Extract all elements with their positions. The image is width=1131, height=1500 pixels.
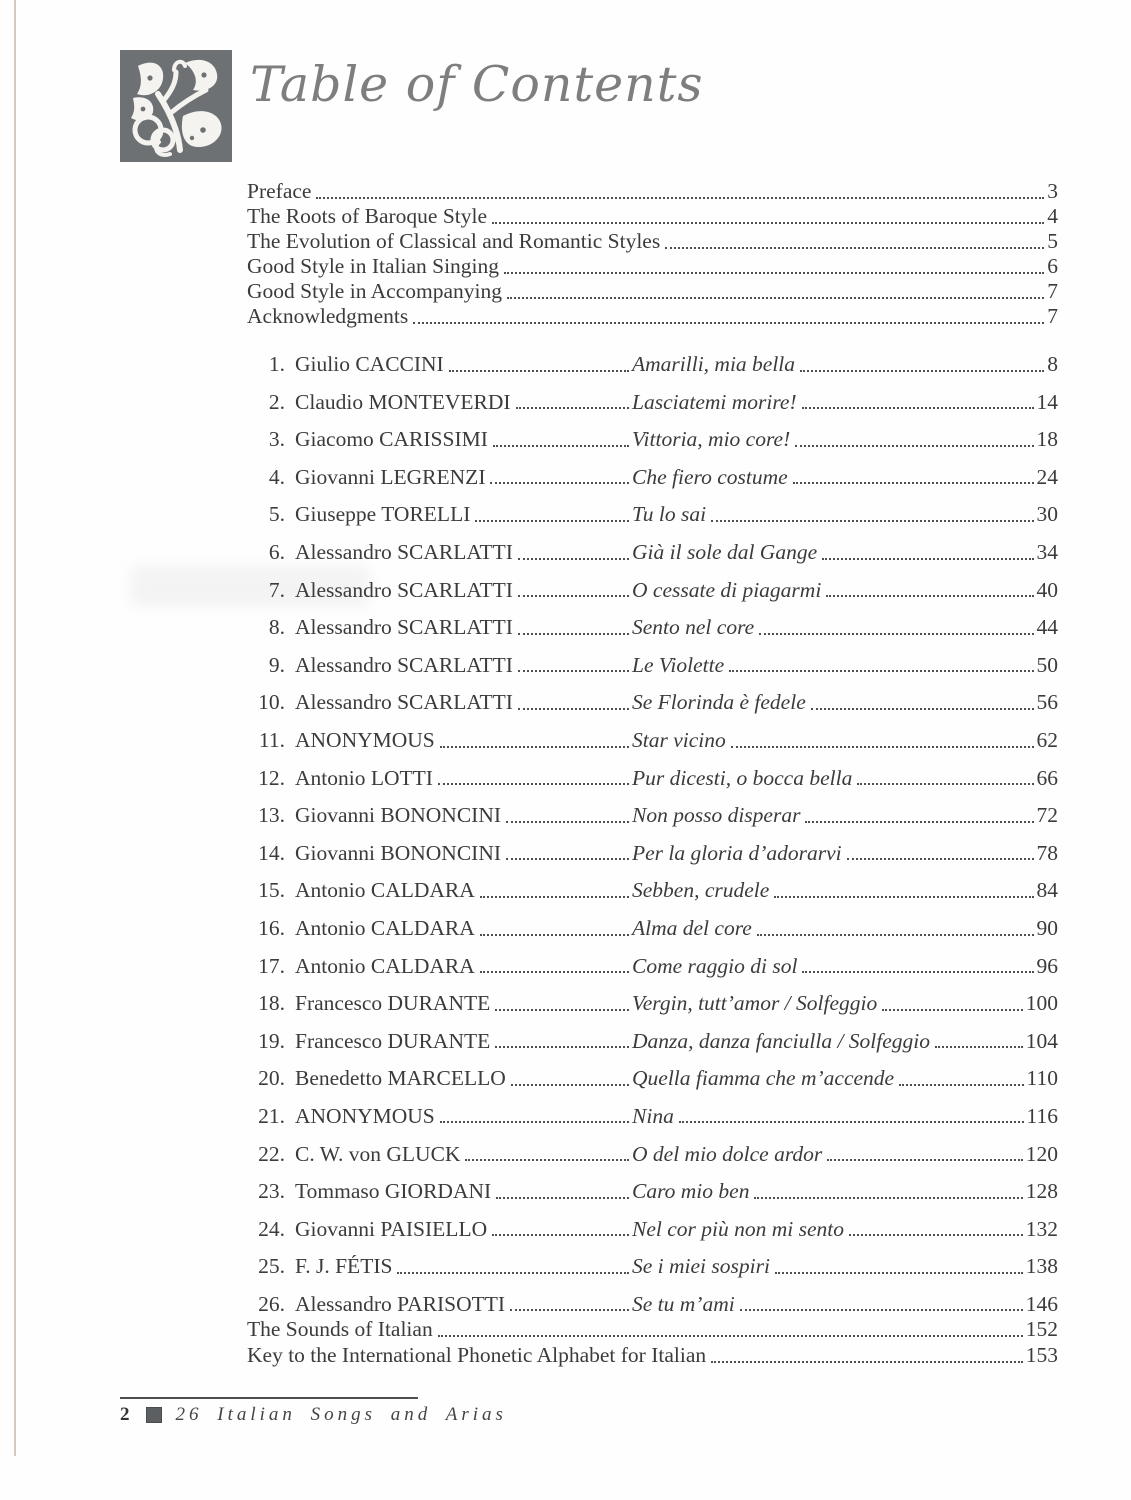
- dot-leader: [495, 1009, 629, 1011]
- footer: [120, 1404, 507, 1426]
- entry-page-number: 84: [1036, 878, 1058, 903]
- entry-page-number: 14: [1036, 389, 1058, 414]
- toc-row-label: The Sounds of Italian: [247, 1317, 433, 1342]
- dot-leader: [518, 708, 629, 710]
- dot-leader: [316, 197, 1044, 199]
- entry-number: 7.: [268, 577, 285, 602]
- song-entry-row: [247, 864, 1058, 902]
- song-entry-row: [247, 902, 1058, 940]
- dot-leader: [492, 1234, 629, 1236]
- dot-leader: [438, 1335, 1023, 1337]
- dot-leader: [511, 1084, 629, 1086]
- entry-song-title: O cessate di piagarmi: [632, 577, 822, 602]
- song-entry-row: [247, 1127, 1058, 1165]
- entry-number: 8.: [268, 615, 285, 640]
- entry-page-number: 78: [1036, 840, 1058, 865]
- dot-leader: [849, 1234, 1023, 1236]
- dot-leader: [822, 558, 1033, 560]
- entry-composer: Antonio CALDARA: [295, 954, 475, 978]
- song-entry-row: [247, 714, 1058, 752]
- entry-song-title: Per la gloria d’adorarvi: [632, 840, 842, 865]
- song-entry-row: [247, 338, 1058, 376]
- entry-song-title: O del mio dolce ardor: [632, 1141, 823, 1166]
- song-entry-row: [247, 451, 1058, 489]
- back-matter-list: [247, 1315, 1058, 1367]
- entry-composer: Alessandro SCARLATTI: [295, 653, 513, 677]
- entry-composer: Giulio CACCINI: [295, 353, 444, 376]
- entry-number: 15.: [258, 878, 285, 903]
- entry-composer: C. W. von GLUCK: [295, 1142, 461, 1166]
- entry-number: 5.: [268, 502, 285, 527]
- dot-leader: [510, 1309, 629, 1311]
- dot-leader: [440, 1121, 629, 1123]
- entry-song-title: Amarilli, mia bella: [632, 352, 796, 377]
- footer-book-title: 26 Italian Songs and Arias: [175, 1404, 507, 1425]
- entry-number: 9.: [268, 652, 285, 677]
- entry-song-title: Nel cor più non mi sento: [632, 1216, 844, 1241]
- song-entry-row: [247, 376, 1058, 414]
- dot-leader: [811, 708, 1034, 710]
- toc-row-page-number: 153: [1025, 1343, 1058, 1368]
- dot-leader: [802, 407, 1034, 409]
- entry-song-title: Come raggio di sol: [632, 953, 798, 978]
- entry-page-number: 100: [1025, 991, 1058, 1016]
- entry-page-number: 50: [1036, 652, 1058, 677]
- toc-row-label: Preface: [247, 179, 312, 204]
- entry-song-title: Che fiero costume: [632, 464, 788, 489]
- entry-composer: ANONYMOUS: [295, 1104, 435, 1128]
- entry-composer: Giacomo CARISSIMI: [295, 428, 488, 451]
- dot-leader: [507, 297, 1044, 299]
- entry-number: 24.: [258, 1216, 285, 1241]
- dot-leader: [516, 407, 629, 409]
- dot-leader: [857, 783, 1033, 785]
- dot-leader: [775, 1272, 1023, 1274]
- front-matter-list: [247, 178, 1058, 328]
- entry-song-title: Star vicino: [632, 727, 726, 752]
- entry-composer: Alessandro SCARLATTI: [295, 691, 513, 714]
- entry-composer: Antonio CALDARA: [295, 879, 475, 902]
- entry-number: 25.: [258, 1254, 285, 1279]
- dot-leader: [438, 783, 629, 785]
- entry-number: 23.: [258, 1179, 285, 1204]
- dot-leader: [504, 272, 1044, 274]
- entry-number: 11.: [258, 727, 285, 752]
- dot-leader: [729, 670, 1033, 672]
- entry-number: 21.: [258, 1103, 285, 1128]
- entry-composer: Giuseppe TORELLI: [295, 503, 471, 526]
- dot-leader: [665, 247, 1044, 249]
- toc-row-page-number: 4: [1047, 204, 1058, 229]
- song-entry-row: [247, 564, 1058, 602]
- dot-leader: [740, 1309, 1023, 1311]
- dot-leader: [711, 1361, 1023, 1363]
- dot-leader: [795, 445, 1033, 447]
- entry-page-number: 72: [1036, 803, 1058, 828]
- entry-number: 14.: [258, 840, 285, 865]
- toc-row: [247, 228, 1058, 253]
- entry-page-number: 110: [1026, 1066, 1058, 1091]
- filled-square-icon: [146, 1407, 162, 1423]
- dot-leader: [496, 1197, 629, 1199]
- entry-number: 2.: [268, 389, 285, 414]
- toc-row: [247, 178, 1058, 203]
- toc-row-page-number: 7: [1047, 279, 1058, 304]
- entry-composer: Alessandro PARISOTTI: [295, 1292, 506, 1316]
- dot-leader: [759, 633, 1033, 635]
- entry-composer: Alessandro SCARLATTI: [295, 541, 513, 564]
- entry-number: 17.: [258, 953, 285, 978]
- entry-song-title: Lasciatemi morire!: [632, 389, 797, 414]
- entry-page-number: 66: [1036, 765, 1058, 790]
- entry-page-number: 30: [1036, 502, 1058, 527]
- entry-song-title: Vergin, tutt’amor / Solfeggio: [632, 991, 878, 1016]
- toc-row-label: The Evolution of Classical and Romantic Styles: [247, 229, 661, 254]
- song-entry-row: [247, 639, 1058, 677]
- entry-page-number: 34: [1036, 540, 1058, 564]
- entry-number: 10.: [258, 690, 285, 715]
- song-entry-row: [247, 1052, 1058, 1090]
- floral-ornament-icon: [120, 50, 232, 162]
- dot-leader: [774, 896, 1033, 898]
- dot-leader: [518, 595, 629, 597]
- song-entry-row: [247, 1165, 1058, 1203]
- entry-song-title: Vittoria, mio core!: [632, 427, 791, 452]
- dot-leader: [480, 971, 629, 973]
- entry-number: 22.: [258, 1141, 285, 1166]
- toc-row-page-number: 6: [1047, 254, 1058, 279]
- dot-leader: [711, 520, 1033, 522]
- song-entry-row: [247, 1090, 1058, 1128]
- entry-composer: Giovanni PAISIELLO: [295, 1217, 488, 1241]
- toc-row: [247, 203, 1058, 228]
- scan-edge-line: [14, 0, 16, 1456]
- entry-page-number: 146: [1025, 1291, 1058, 1316]
- dot-leader: [440, 746, 629, 748]
- song-entry-row: [247, 601, 1058, 639]
- entry-page-number: 116: [1026, 1103, 1058, 1128]
- song-entry-row: [247, 827, 1058, 865]
- entry-number: 3.: [268, 427, 285, 452]
- entry-song-title: Già il sole dal Gange: [632, 540, 818, 564]
- song-entry-row: [247, 526, 1058, 564]
- entry-number: 12.: [258, 765, 285, 790]
- entry-composer: ANONYMOUS: [295, 728, 435, 752]
- song-entry-row: [247, 413, 1058, 451]
- dot-leader: [506, 858, 629, 860]
- entry-number: 26.: [258, 1291, 285, 1316]
- entry-page-number: 56: [1036, 690, 1058, 715]
- song-entry-row: [247, 1240, 1058, 1278]
- dot-leader: [802, 971, 1033, 973]
- entry-page-number: 138: [1025, 1254, 1058, 1279]
- entry-composer: Giovanni BONONCINI: [295, 841, 502, 865]
- song-entry-row: [247, 752, 1058, 790]
- entry-composer: Francesco DURANTE: [295, 1029, 491, 1053]
- song-entry-row: [247, 1015, 1058, 1053]
- entry-composer: Alessandro SCARLATTI: [295, 616, 513, 639]
- dot-leader: [475, 520, 629, 522]
- entry-page-number: 128: [1025, 1179, 1058, 1204]
- entry-composer: Giovanni LEGRENZI: [295, 465, 486, 489]
- toc-row-page-number: 152: [1025, 1317, 1058, 1342]
- dot-leader: [506, 821, 629, 823]
- dot-leader: [757, 934, 1034, 936]
- dot-leader: [490, 482, 629, 484]
- dot-leader: [800, 370, 1044, 372]
- entry-composer: Alessandro SCARLATTI: [295, 578, 513, 602]
- dot-leader: [493, 445, 629, 447]
- dot-leader: [413, 322, 1044, 324]
- entry-page-number: 104: [1025, 1028, 1058, 1053]
- song-entry-row: [247, 977, 1058, 1015]
- song-entry-row: [247, 488, 1058, 526]
- toc-row: [247, 253, 1058, 278]
- entry-song-title: Quella fiamma che m’accende: [632, 1066, 895, 1091]
- dot-leader: [805, 821, 1033, 823]
- song-entry-row: [247, 789, 1058, 827]
- entry-number: 4.: [268, 464, 285, 489]
- entry-song-title: Nina: [632, 1103, 674, 1128]
- toc-row-label: Acknowledgments: [247, 304, 409, 329]
- entry-page-number: 90: [1036, 915, 1058, 940]
- entry-song-title: Tu lo sai: [632, 502, 707, 527]
- dot-leader: [480, 934, 629, 936]
- entry-song-title: Alma del core: [632, 915, 752, 940]
- entry-song-title: Pur dicesti, o bocca bella: [632, 765, 853, 790]
- toc-row-label: Key to the International Phonetic Alphabet for Italian: [247, 1343, 707, 1368]
- entry-number: 13.: [258, 803, 285, 828]
- dot-leader: [397, 1272, 629, 1274]
- footer-rule: [120, 1397, 418, 1399]
- entry-song-title: Sebben, crudele: [632, 878, 770, 903]
- entry-song-title: Se tu m’ami: [632, 1291, 735, 1316]
- entry-page-number: 40: [1036, 577, 1058, 602]
- dot-leader: [518, 558, 629, 560]
- entry-number: 6.: [268, 540, 285, 564]
- entry-song-title: Caro mio ben: [632, 1179, 750, 1204]
- page-title: Table of Contents: [250, 56, 704, 113]
- dot-leader: [935, 1046, 1023, 1048]
- song-entry-row: [247, 1278, 1058, 1316]
- entry-composer: Claudio MONTEVERDI: [295, 390, 511, 414]
- entry-song-title: Se i miei sospiri: [632, 1254, 770, 1279]
- toc-row-page-number: 3: [1047, 179, 1058, 204]
- song-entry-row: [247, 676, 1058, 714]
- entry-song-title: Sento nel core: [632, 615, 755, 640]
- entry-composer: Antonio CALDARA: [295, 916, 475, 940]
- dot-leader: [480, 896, 629, 898]
- dot-leader: [826, 595, 1033, 597]
- dot-leader: [827, 1159, 1022, 1161]
- dot-leader: [882, 1009, 1023, 1011]
- entry-page-number: 24: [1036, 464, 1058, 489]
- entry-number: 16.: [258, 915, 285, 940]
- entry-number: 18.: [258, 991, 285, 1016]
- entry-composer: F. J. FÉTIS: [295, 1255, 393, 1278]
- entry-page-number: 8: [1047, 352, 1058, 377]
- toc-row: [247, 1341, 1058, 1367]
- toc-row-page-number: 5: [1047, 229, 1058, 254]
- entry-composer: Francesco DURANTE: [295, 992, 491, 1015]
- dot-leader: [518, 670, 629, 672]
- entry-song-title: Se Florinda è fedele: [632, 690, 806, 715]
- entry-composer: Giovanni BONONCINI: [295, 804, 502, 827]
- toc-row-page-number: 7: [1047, 304, 1058, 329]
- song-entry-row: [247, 1203, 1058, 1241]
- entry-composer: Tommaso GIORDANI: [295, 1180, 492, 1203]
- entry-number: 1.: [268, 352, 285, 377]
- entry-composer: Benedetto MARCELLO: [295, 1067, 506, 1090]
- footer-page-number: 2: [120, 1404, 130, 1425]
- toc-row-label: Good Style in Italian Singing: [247, 254, 500, 279]
- song-entry-row: [247, 940, 1058, 978]
- dot-leader: [449, 370, 629, 372]
- dot-leader: [754, 1197, 1022, 1199]
- entry-page-number: 120: [1025, 1141, 1058, 1166]
- dot-leader: [492, 222, 1044, 224]
- entry-song-title: Le Violette: [632, 652, 725, 677]
- dot-leader: [495, 1046, 629, 1048]
- dot-leader: [518, 633, 629, 635]
- toc-row: [247, 1315, 1058, 1341]
- entry-page-number: 132: [1025, 1216, 1058, 1241]
- entry-page-number: 62: [1036, 727, 1058, 752]
- entry-number: 19.: [258, 1028, 285, 1053]
- entry-song-title: Danza, danza fanciulla / Solfeggio: [632, 1028, 931, 1053]
- entry-number: 20.: [258, 1066, 285, 1091]
- entry-page-number: 96: [1036, 953, 1058, 978]
- entry-song-title: Non posso disperar: [632, 803, 801, 828]
- entry-page-number: 18: [1036, 427, 1058, 452]
- dot-leader: [731, 746, 1034, 748]
- toc-row-label: Good Style in Accompanying: [247, 279, 502, 304]
- toc-row-label: The Roots of Baroque Style: [247, 204, 488, 229]
- dot-leader: [847, 858, 1034, 860]
- dot-leader: [899, 1084, 1023, 1086]
- toc-row: [247, 278, 1058, 303]
- dot-leader: [679, 1121, 1024, 1123]
- toc-row: [247, 303, 1058, 328]
- entry-composer: Antonio LOTTI: [295, 766, 433, 790]
- dot-leader: [465, 1159, 629, 1161]
- entry-page-number: 44: [1036, 615, 1058, 640]
- song-entries-list: [247, 338, 1058, 1315]
- dot-leader: [793, 482, 1034, 484]
